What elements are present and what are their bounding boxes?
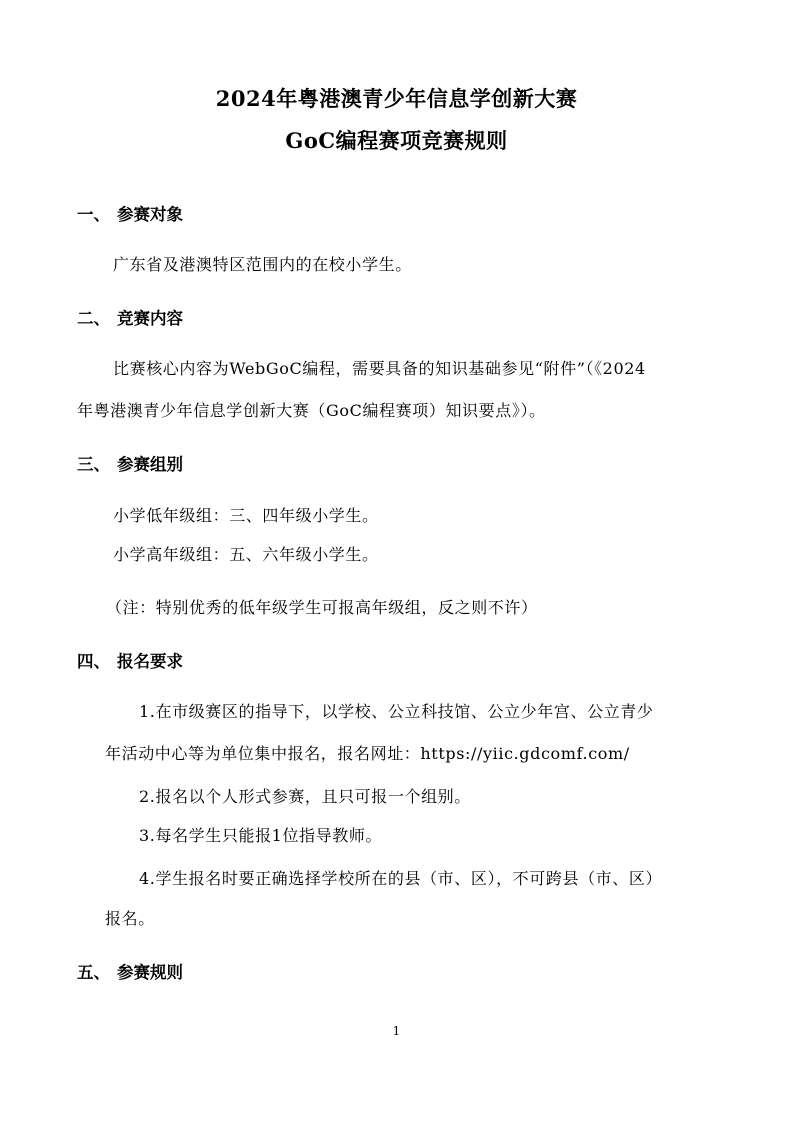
- section-number: 一、: [77, 205, 110, 224]
- paragraph-line: 2.报名以个人形式参赛，且只可报一个组别。: [139, 787, 471, 806]
- section-heading-2: [77, 305, 183, 329]
- document-subtitle: GoC编程赛项竞赛规则: [285, 128, 508, 153]
- paragraph-line: 年活动中心等为单位集中报名，报名网址：https://yiic.gdcomf.com/: [105, 744, 630, 763]
- paragraph-line: 1.在市级赛区的指导下，以学校、公立科技馆、公立少年宫、公立青少: [139, 702, 654, 721]
- paragraph-line: 小学高年级组：五、六年级小学生。: [113, 545, 379, 564]
- section-title: 参赛规则: [117, 963, 183, 982]
- section-heading-5: [77, 959, 183, 983]
- section-number: 二、: [77, 309, 110, 328]
- paragraph-line: 广东省及港澳特区范围内的在校小学生。: [113, 255, 412, 274]
- paragraph-line: 小学低年级组：三、四年级小学生。: [113, 506, 379, 525]
- section-title: 竞赛内容: [117, 309, 183, 328]
- paragraph-line: 年粤港澳青少年信息学创新大赛（GoC编程赛项）知识要点》）。: [77, 401, 546, 420]
- paragraph-line: 3.每名学生只能报1位指导教师。: [139, 826, 383, 845]
- section-title: 参赛对象: [117, 205, 183, 224]
- section-heading-1: [77, 201, 183, 225]
- section-number: 五、: [77, 963, 110, 982]
- section-title: 报名要求: [117, 652, 183, 671]
- section-number: 四、: [77, 652, 110, 671]
- section-title: 参赛组别: [117, 455, 183, 474]
- section-number: 三、: [77, 455, 110, 474]
- paragraph-line: 报名。: [105, 909, 155, 928]
- section-heading-4: [77, 648, 183, 672]
- document-title: 2024年粤港澳青少年信息学创新大赛: [215, 86, 578, 111]
- paragraph-line: 4.学生报名时要正确选择学校所在的县（市、区），不可跨县（市、区）: [139, 869, 663, 888]
- page-number: 1: [392, 1024, 401, 1038]
- paragraph-line: 比赛核心内容为WebGoC编程，需要具备的知识基础参见“附件”（《2024: [113, 359, 646, 378]
- section-heading-3: [77, 451, 183, 475]
- paragraph-line: （注：特别优秀的低年级学生可报高年级组，反之则不许）: [106, 598, 538, 617]
